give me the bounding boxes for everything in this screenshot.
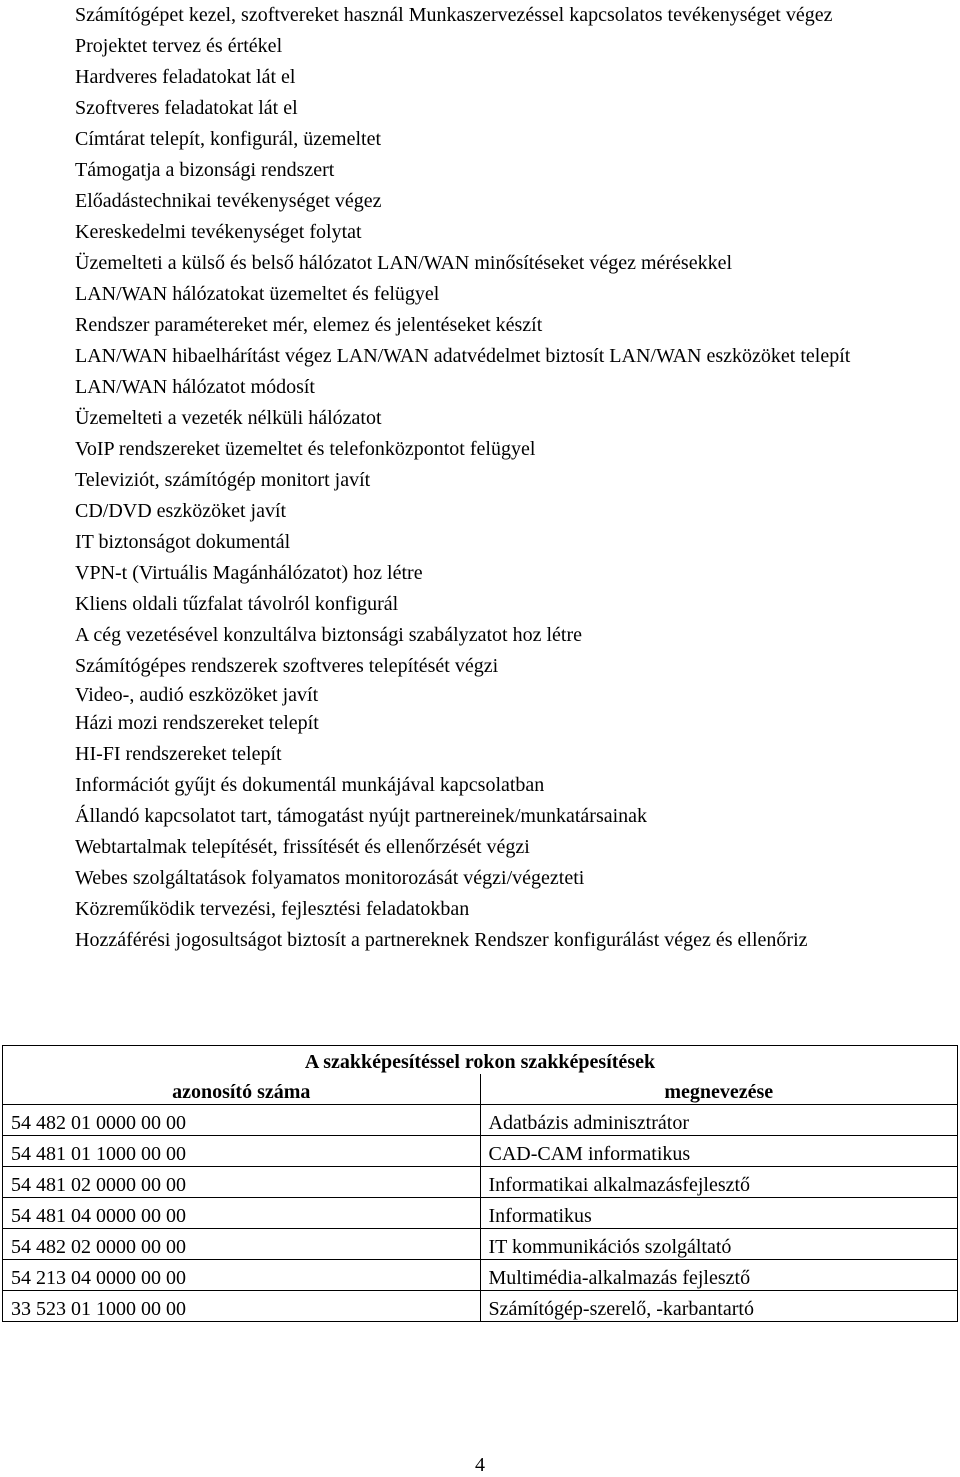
task-item: CD/DVD eszközöket javít <box>75 500 287 522</box>
table-row <box>3 1291 958 1322</box>
task-item: LAN/WAN hálózatokat üzemeltet és felügyel <box>75 283 440 305</box>
task-item: Számítógépet kezel, szoftvereket használ Munkaszervezéssel kapcsolatos tevékenységet végez <box>75 4 833 26</box>
qualification-code: 54 481 04 0000 00 00 <box>3 1198 481 1229</box>
qualification-code: 54 481 01 1000 00 00 <box>3 1136 481 1167</box>
task-item: Előadástechnikai tevékenységet végez <box>75 190 382 212</box>
task-item: LAN/WAN hálózatot módosít <box>75 376 315 398</box>
task-item: A cég vezetésével konzultálva biztonsági szabályzatot hoz létre <box>75 624 583 646</box>
task-item: Üzemelteti a vezeték nélküli hálózatot <box>75 407 382 429</box>
table-row <box>3 1260 958 1291</box>
task-list <box>75 0 957 956</box>
task-item: Webes szolgáltatások folyamatos monitorozását végzi/végezteti <box>75 867 585 889</box>
qualification-code: 54 213 04 0000 00 00 <box>3 1260 481 1291</box>
qualification-code: 54 482 02 0000 00 00 <box>3 1229 481 1260</box>
task-item: Hardveres feladatokat lát el <box>75 66 296 88</box>
task-item: Házi mozi rendszereket telepít <box>75 712 319 734</box>
qualification-code: 54 482 01 0000 00 00 <box>3 1105 481 1136</box>
qualification-name: Informatikai alkalmazásfejlesztő <box>480 1167 958 1198</box>
task-item: Állandó kapcsolatot tart, támogatást nyújt partnereinek/munkatársainak <box>75 805 648 827</box>
task-item: Információt gyűjt és dokumentál munkájával kapcsolatban <box>75 774 545 796</box>
page-number: 4 <box>475 1454 485 1476</box>
table-row <box>3 1229 958 1260</box>
task-item: VoIP rendszereket üzemeltet és telefonközpontot felügyel <box>75 438 536 460</box>
task-item: HI-FI rendszereket telepít <box>75 743 282 765</box>
table-row <box>3 1136 958 1167</box>
task-item: Számítógépes rendszerek szoftveres telepítését végzi <box>75 655 499 677</box>
column-header-name: megnevezése <box>480 1074 958 1105</box>
table-title: A szakképesítéssel rokon szakképesítések <box>3 1046 958 1075</box>
task-item: Üzemelteti a külső és belső hálózatot LAN/WAN minősítéseket végez mérésekkel <box>75 252 733 274</box>
task-item: Video-, audió eszközöket javít <box>75 684 319 706</box>
task-item: Szoftveres feladatokat lát el <box>75 97 298 119</box>
qualification-name: CAD-CAM informatikus <box>480 1136 958 1167</box>
qualification-name: Adatbázis adminisztrátor <box>480 1105 958 1136</box>
task-item: Támogatja a bizonsági rendszert <box>75 159 335 181</box>
qualification-name: Multimédia-alkalmazás fejlesztő <box>480 1260 958 1291</box>
table-row <box>3 1167 958 1198</box>
task-item: Kereskedelmi tevékenységet folytat <box>75 221 362 243</box>
task-item: Rendszer paramétereket mér, elemez és jelentéseket készít <box>75 314 543 336</box>
qualification-code: 54 481 02 0000 00 00 <box>3 1167 481 1198</box>
qualification-name: IT kommunikációs szolgáltató <box>480 1229 958 1260</box>
task-item: Webtartalmak telepítését, frissítését és ellenőrzését végzi <box>75 836 530 858</box>
table-row <box>3 1105 958 1136</box>
task-item: Kliens oldali tűzfalat távolról konfigurál <box>75 593 399 615</box>
task-item: Projektet tervez és értékel <box>75 35 283 57</box>
table-row <box>3 1198 958 1229</box>
qualification-name: Informatikus <box>480 1198 958 1229</box>
task-item: IT biztonságot dokumentál <box>75 531 291 553</box>
related-qualifications-table <box>2 1045 958 1322</box>
column-header-code: azonosító száma <box>3 1074 481 1105</box>
task-item: Címtárat telepít, konfigurál, üzemeltet <box>75 128 382 150</box>
qualification-code: 33 523 01 1000 00 00 <box>3 1291 481 1322</box>
task-item: Televiziót, számítógép monitort javít <box>75 469 371 491</box>
qualification-name: Számítógép-szerelő, -karbantartó <box>480 1291 958 1322</box>
task-item: LAN/WAN hibaelhárítást végez LAN/WAN adatvédelmet biztosít LAN/WAN eszközöket telepít <box>75 345 851 367</box>
task-item: Hozzáférési jogosultságot biztosít a partnereknek Rendszer konfigurálást végez és ellenőriz <box>75 929 808 951</box>
task-item: VPN-t (Virtuális Magánhálózatot) hoz létre <box>75 562 423 584</box>
task-item: Közreműködik tervezési, fejlesztési feladatokban <box>75 898 470 920</box>
